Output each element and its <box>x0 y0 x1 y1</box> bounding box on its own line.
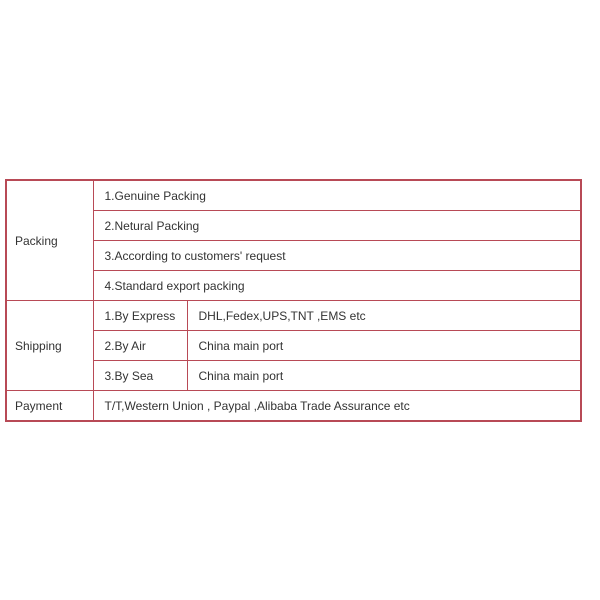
shipping-detail-sea-cell: China main port <box>187 361 581 391</box>
table-row <box>6 241 581 271</box>
packing-label-cell: Packing <box>6 180 93 301</box>
packing-item-4: 4.Standard export packing <box>93 271 581 301</box>
shipping-method-air-cell: 2.By Air <box>93 331 187 361</box>
shipping-method-sea-cell: 3.By Sea <box>93 361 187 391</box>
packing-item-2: 2.Netural Packing <box>93 211 581 241</box>
shipping-method-express-cell: 1.By Express <box>93 301 187 331</box>
shipping-detail-air-cell: China main port <box>187 331 581 361</box>
table-row <box>6 211 581 241</box>
packing-shipping-payment-table <box>5 179 582 422</box>
shipping-detail-express-cell: DHL,Fedex,UPS,TNT ,EMS etc <box>187 301 581 331</box>
table-row <box>6 271 581 301</box>
payment-label-cell: Payment <box>6 391 93 422</box>
packing-item-3: 3.According to customers' request <box>93 241 581 271</box>
payment-value-cell: T/T,Western Union , Paypal ,Alibaba Trade Assurance etc <box>93 391 581 422</box>
packing-item-1: 1.Genuine Packing <box>93 180 581 211</box>
table-row <box>6 180 581 211</box>
table-row <box>6 361 581 391</box>
shipping-label-cell: Shipping <box>6 301 93 391</box>
table-row <box>6 391 581 422</box>
table-row <box>6 301 581 331</box>
table-row <box>6 331 581 361</box>
